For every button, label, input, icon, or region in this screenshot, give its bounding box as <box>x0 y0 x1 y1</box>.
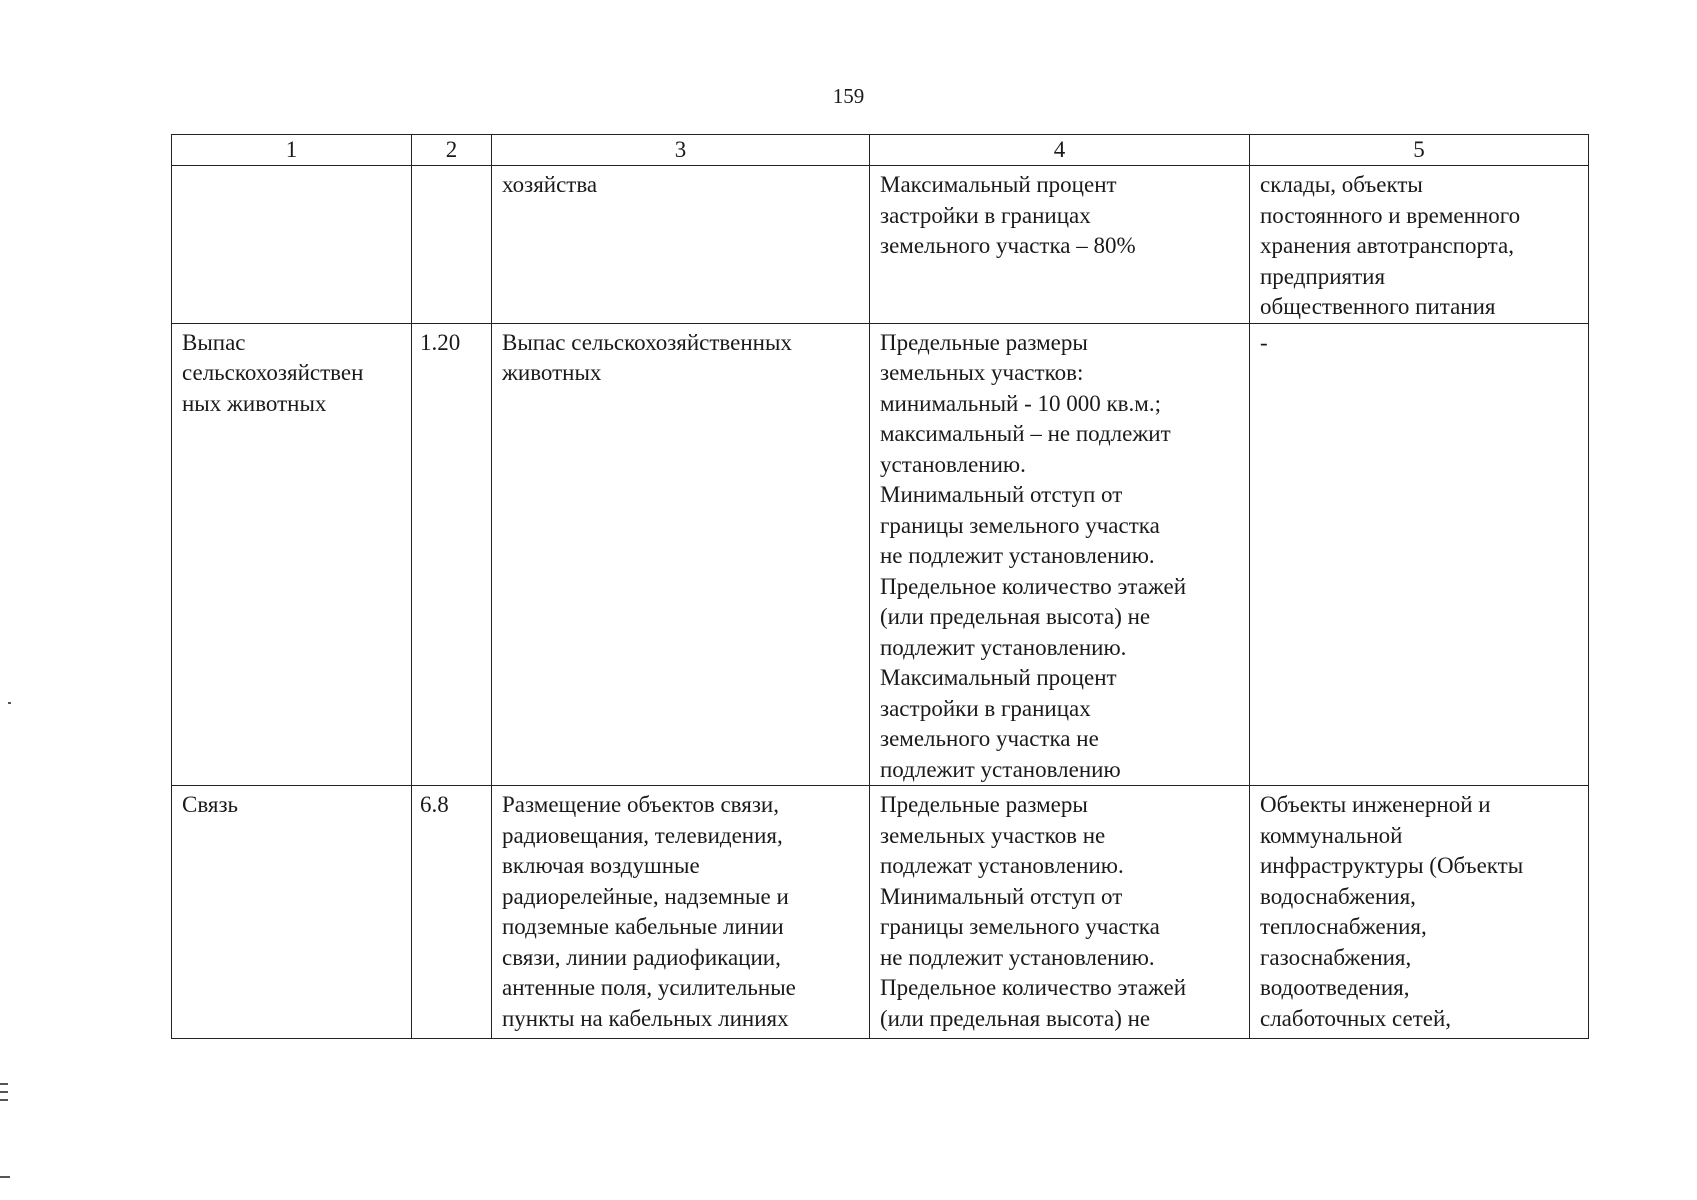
description-cell: Размещение объектов связи, радиовещания, телевидения, включая воздушные радиорелейные, надземные и подземные кабельные линии связи, линии радиофикации, антенные поля, усилительные пункты на кабельных линиях <box>492 786 870 1039</box>
land-use-type-cell: Выпас сельскохозяйствен ных животных <box>172 323 412 786</box>
table-row <box>172 323 1589 786</box>
column-header-2: 2 <box>412 135 492 166</box>
auxiliary-uses-cell: - <box>1250 323 1589 786</box>
page-number: 159 <box>832 84 865 108</box>
scan-mark <box>0 1176 10 1178</box>
column-header-4: 4 <box>870 135 1250 166</box>
column-header-5: 5 <box>1250 135 1589 166</box>
column-header-3: 3 <box>492 135 870 166</box>
table-header <box>172 135 1589 166</box>
description-cell: хозяйства <box>492 166 870 324</box>
column-header-1: 1 <box>172 135 412 166</box>
scan-mark <box>0 1091 8 1093</box>
regulations-table <box>171 134 1589 1039</box>
auxiliary-uses-cell: склады, объекты постоянного и временного хранения автотранспорта, предприятия общественного питания <box>1250 166 1589 324</box>
header-row <box>172 135 1589 166</box>
code-cell: 6.8 <box>412 786 492 1039</box>
scan-mark <box>8 702 11 704</box>
description-cell: Выпас сельскохозяйственных животных <box>492 323 870 786</box>
table-row <box>172 166 1589 324</box>
land-use-type-cell <box>172 166 412 324</box>
parameters-cell: Предельные размеры земельных участков не подлежат установлению. Минимальный отступ от границы земельного участка не подлежит установлению. Предельное количество этажей (или предельная высота) не <box>870 786 1250 1039</box>
code-cell <box>412 166 492 324</box>
land-use-type-cell: Связь <box>172 786 412 1039</box>
parameters-cell: Максимальный процент застройки в границах земельного участка – 80% <box>870 166 1250 324</box>
parameters-cell: Предельные размеры земельных участков: минимальный - 10 000 кв.м.; максимальный – не подлежит установлению. Минимальный отступ от границы земельного участка не подлежит установлению. Предельное количество этажей (или предельная высота) не подлежит установлению. Максимальный процент застройки в границах земельного участка не подлежит установлению <box>870 323 1250 786</box>
table-body <box>172 166 1589 1039</box>
scan-mark <box>0 1099 8 1101</box>
auxiliary-uses-cell: Объекты инженерной и коммунальной инфраструктуры (Объекты водоснабжения, теплоснабжения, газоснабжения, водоотведения, слаботочных сетей, <box>1250 786 1589 1039</box>
table-row <box>172 786 1589 1039</box>
code-cell: 1.20 <box>412 323 492 786</box>
scan-mark <box>0 1083 8 1085</box>
